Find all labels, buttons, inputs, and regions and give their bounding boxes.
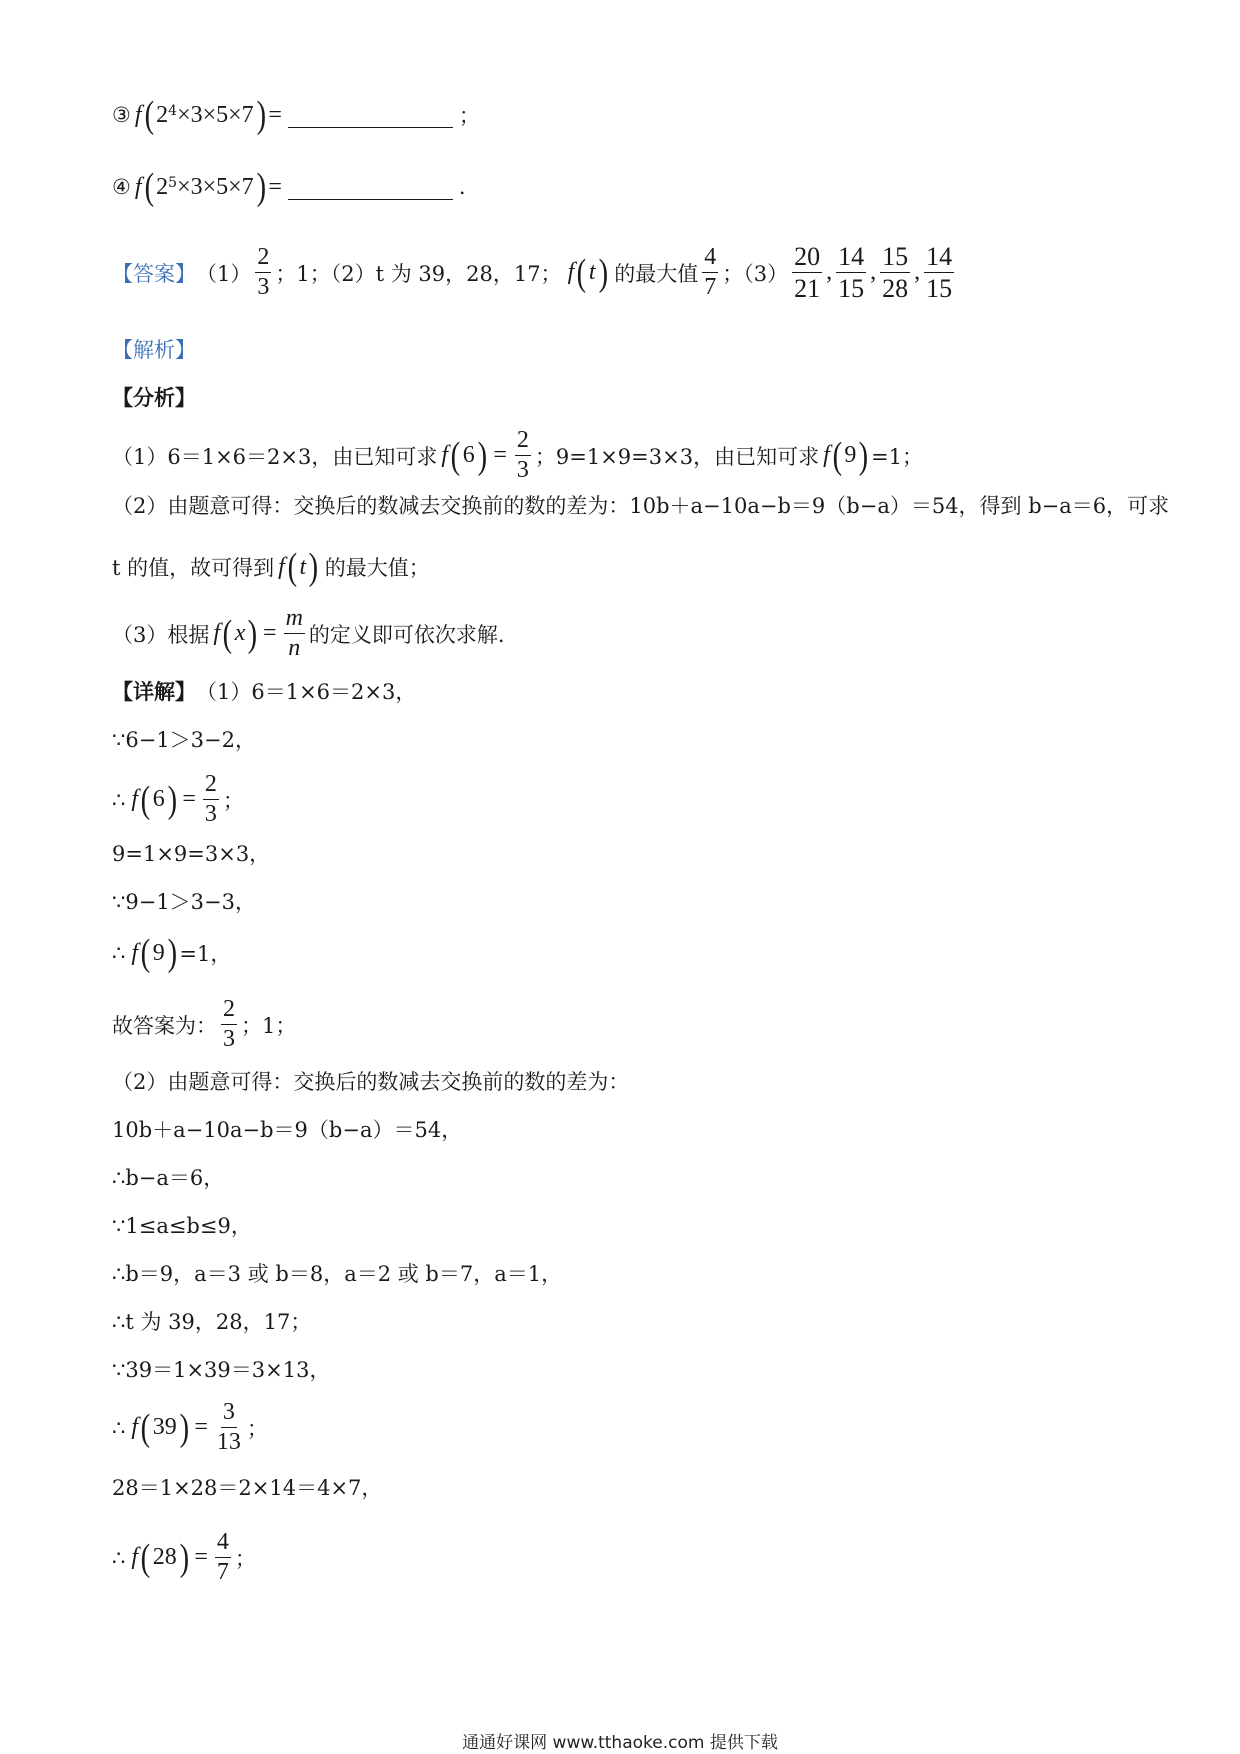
q4-rparen: ) <box>256 166 266 208</box>
lparen: ( <box>140 1536 151 1579</box>
frac-den: 3 <box>257 274 270 301</box>
detail-15-post: ； <box>246 1416 268 1441</box>
detail-3-fn: f <box>131 786 139 813</box>
q3-func: f <box>134 101 142 128</box>
detail-3-frac <box>203 772 219 827</box>
detail-15-eq: = <box>194 1414 208 1441</box>
detail-7-pre: 故答案为： <box>112 1013 217 1038</box>
analysis-2b <box>112 548 430 586</box>
detail-5: ∵9−1＞3−3， <box>112 890 256 914</box>
analysis-1-arg2: 9 <box>844 442 857 469</box>
q4-eq: = <box>268 173 282 200</box>
analysis-3-pre: （3）根据 <box>112 622 210 647</box>
frac-num: 14 <box>924 243 954 273</box>
analysis-2: （2）由题意可得：交换后的数减去交换前的数的差为：10b＋a−10a−b＝9（b−a）＝54，得到 b−a＝6，可求 <box>112 494 1170 518</box>
detail-3 <box>112 772 244 827</box>
detail-17-post: ； <box>234 1546 256 1571</box>
analysis-3-arg: x <box>234 620 246 647</box>
rparen: ) <box>308 546 319 588</box>
lparen: ( <box>140 1406 151 1449</box>
frac-den: n <box>288 635 301 662</box>
detail-1 <box>112 676 416 706</box>
answer-t1: ；1；（2）t 为 39，28，17； <box>275 261 562 286</box>
q3-eq: = <box>268 101 282 128</box>
frac-den: 7 <box>216 1559 229 1586</box>
lparen: ( <box>450 434 461 477</box>
answer-rparen: ) <box>598 251 608 294</box>
analysis-3-fn: f <box>213 620 221 647</box>
answer-comma: , <box>870 259 877 286</box>
detail-4: 9=1×9=3×3， <box>112 842 271 866</box>
q4-exp: 5 <box>168 175 178 191</box>
q4-blank <box>288 175 453 200</box>
answer-arg: t <box>588 259 596 286</box>
frac-num: 2 <box>203 772 219 800</box>
analysis-2b-arg: t <box>299 553 307 580</box>
answer-lparen: ( <box>576 251 587 294</box>
detail-7-post: ；1； <box>241 1013 297 1038</box>
detail-17-pre: ∴ <box>112 1545 126 1570</box>
analysis-2b-post: 的最大值； <box>324 556 430 580</box>
detail-6-pre: ∴ <box>112 941 126 965</box>
frac-den: 13 <box>216 1429 241 1456</box>
q4-base: 2 <box>156 173 169 200</box>
analysis-1-eq: = <box>493 442 507 469</box>
fenxi-heading: 【分析】 <box>112 385 196 410</box>
frac-den: 3 <box>204 801 217 828</box>
detail-15-pre: ∴ <box>112 1415 126 1440</box>
answer-label: 【答案】 <box>112 261 196 286</box>
answer-fn: f <box>567 259 575 286</box>
lparen: ( <box>832 434 842 477</box>
q3-circle: ③ <box>112 103 131 127</box>
analysis-3-eq: = <box>263 620 277 647</box>
detail-8: （2）由题意可得：交换后的数减去交换前的数的差为： <box>112 1070 630 1094</box>
lparen: ( <box>222 612 233 655</box>
detail-3-eq: = <box>182 786 196 813</box>
lparen: ( <box>287 546 297 588</box>
frac-num: 3 <box>221 1400 237 1428</box>
frac-den: 21 <box>794 274 821 304</box>
detail-6 <box>112 934 231 972</box>
frac-num: 2 <box>255 245 271 273</box>
answer-frac-1 <box>255 245 271 300</box>
analysis-1-arg: 6 <box>462 442 475 469</box>
q4-end: . <box>458 175 466 199</box>
frac-den: 15 <box>838 274 865 304</box>
q4-func: f <box>134 173 142 200</box>
analysis-1-frac <box>515 428 531 483</box>
detail-7 <box>112 997 296 1052</box>
rparen: ) <box>247 612 258 655</box>
rparen: ) <box>858 434 869 477</box>
detail-11: ∵1≤a≤b≤9， <box>112 1214 252 1238</box>
q3-blank <box>288 103 453 128</box>
frac-num: 15 <box>880 243 910 273</box>
analysis-1-fn2: f <box>823 442 830 469</box>
answer-comma: , <box>826 259 833 286</box>
frac-den: 3 <box>516 457 529 484</box>
answer-frac-3d <box>924 243 954 303</box>
detail-13: ∴t 为 39，28，17； <box>112 1310 312 1334</box>
frac-den: 7 <box>704 274 717 301</box>
detail-6-fn: f <box>131 939 139 966</box>
frac-num: 2 <box>515 428 531 456</box>
detail-3-pre: ∴ <box>112 787 126 812</box>
detail-15-fn: f <box>131 1414 139 1441</box>
analysis-3-post: 的定义即可依次求解. <box>308 622 505 647</box>
q3-rest: ×3×5×7 <box>177 101 254 128</box>
detail-14: ∵39＝1×39＝3×13， <box>112 1358 331 1382</box>
rparen: ) <box>167 932 177 974</box>
frac-num: 4 <box>215 1530 231 1558</box>
frac-num: 2 <box>221 997 237 1025</box>
detail-17-frac <box>215 1530 231 1585</box>
detail-15-frac <box>215 1400 243 1455</box>
analysis-1-mid: ；9=1×9=3×3，由已知可求 <box>534 444 820 469</box>
analysis-1-fn: f <box>441 442 449 469</box>
detail-6-post: =1， <box>179 942 232 966</box>
answer-line <box>112 243 958 303</box>
page-footer: 通通好课网 www.tthaoke.com 提供下载 <box>462 1733 778 1753</box>
q3-lparen: ( <box>144 94 154 136</box>
detail-15-arg: 39 <box>152 1414 177 1441</box>
detail-10: ∴b−a＝6， <box>112 1166 225 1190</box>
detail-16: 28＝1×28＝2×14＝4×7， <box>112 1476 383 1500</box>
frac-den: 28 <box>882 274 909 304</box>
q4-rest: ×3×5×7 <box>177 173 254 200</box>
frac-num: 20 <box>792 243 822 273</box>
answer-t2: 的最大值 <box>614 261 699 286</box>
rparen: ) <box>477 434 487 477</box>
q3-rparen: ) <box>256 94 266 136</box>
detail-7-frac <box>221 997 237 1052</box>
detail-3-arg: 6 <box>152 786 165 813</box>
rparen: ) <box>167 778 177 821</box>
answer-frac-3c <box>880 243 910 303</box>
analysis-2b-pre: t 的值，故可得到 <box>112 556 275 580</box>
answer-frac-2 <box>702 245 718 300</box>
analysis-3 <box>112 606 505 661</box>
analysis-1 <box>112 428 923 483</box>
detail-1-text: （1）6＝1×6＝2×3， <box>196 680 417 704</box>
analysis-1-pre: （1）6＝1×6＝2×3，由已知可求 <box>112 444 438 469</box>
detail-17-fn: f <box>131 1544 139 1571</box>
q4-circle: ④ <box>112 175 131 199</box>
frac-den: 3 <box>223 1026 235 1053</box>
answer-frac-3b <box>836 243 866 303</box>
detail-6-arg: 9 <box>152 939 165 966</box>
answer-p1: （1） <box>196 261 252 286</box>
analysis-3-frac <box>284 606 305 661</box>
q3-base: 2 <box>156 101 169 128</box>
detail-17-eq: = <box>194 1544 208 1571</box>
detail-15 <box>112 1400 268 1455</box>
detail-label: 【详解】 <box>112 679 196 704</box>
frac-num: 14 <box>836 243 866 273</box>
frac-num: m <box>284 606 305 634</box>
jiexi-heading: 【解析】 <box>112 338 196 362</box>
rparen: ) <box>179 1406 189 1449</box>
answer-t3: ；（3） <box>722 261 789 286</box>
answer-comma: , <box>914 259 921 286</box>
lparen: ( <box>140 778 151 821</box>
q4-line <box>112 168 466 206</box>
rparen: ) <box>179 1536 189 1579</box>
detail-2: ∵6−1＞3−2， <box>112 728 256 752</box>
detail-12: ∴b＝9，a＝3 或 b＝8，a＝2 或 b＝7，a＝1， <box>112 1262 563 1286</box>
answer-frac-3a <box>792 243 822 303</box>
frac-den: 15 <box>926 274 953 304</box>
frac-num: 4 <box>702 245 718 273</box>
detail-17-arg: 28 <box>152 1544 177 1571</box>
q3-end: ； <box>458 104 480 128</box>
detail-3-post: ； <box>222 788 244 813</box>
analysis-1-post: =1； <box>871 444 924 469</box>
detail-17 <box>112 1530 256 1585</box>
analysis-2b-fn: f <box>278 553 285 580</box>
detail-9: 10b＋a−10a−b＝9（b−a）＝54， <box>112 1118 463 1142</box>
q3-line <box>112 96 480 134</box>
q3-exp: 4 <box>168 103 178 119</box>
lparen: ( <box>140 932 151 974</box>
q4-lparen: ( <box>144 166 154 208</box>
